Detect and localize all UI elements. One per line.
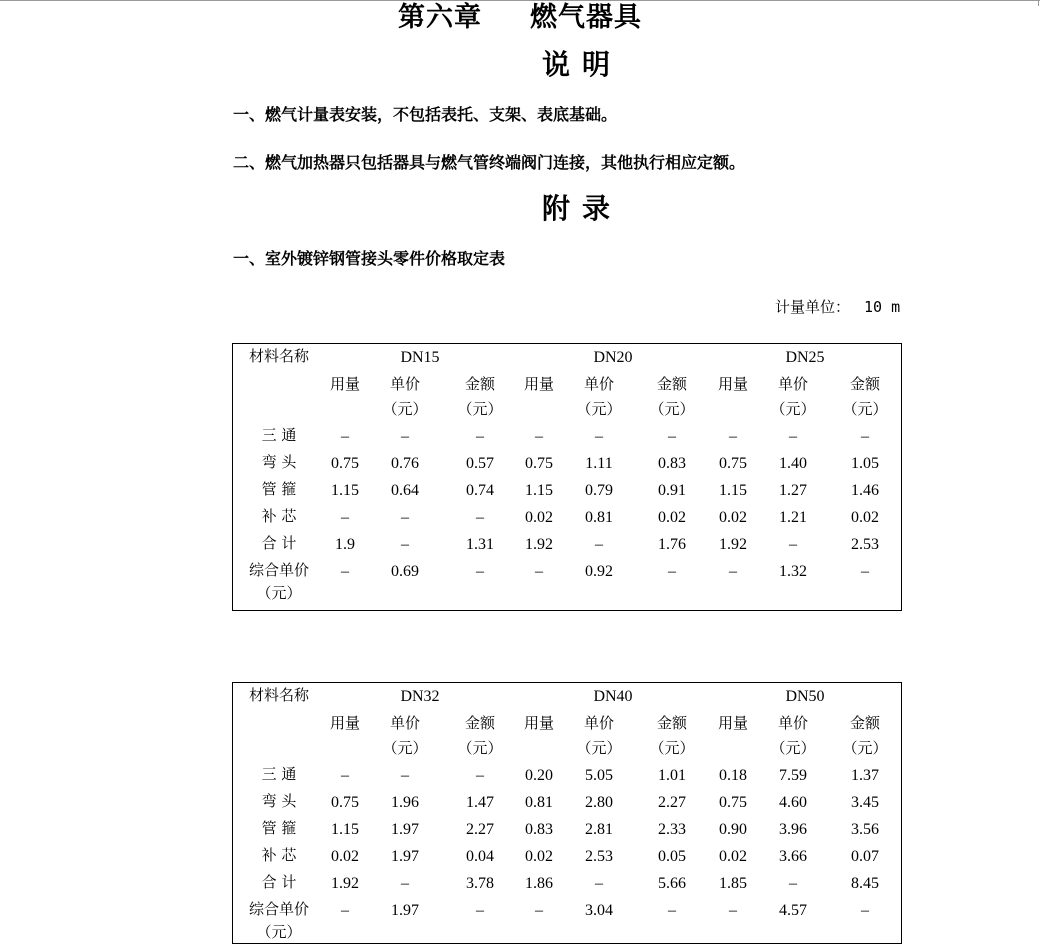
group-header: DN50 xyxy=(785,688,825,705)
table-cell: 0.02 xyxy=(658,509,686,526)
table-cell: – xyxy=(789,536,797,553)
table-cell: 0.81 xyxy=(525,794,553,811)
column-header: 金额 xyxy=(464,375,495,393)
explanation-heading: 说明 xyxy=(541,48,622,81)
table-cell: 1.15 xyxy=(331,821,359,838)
unit-value: 10 m xyxy=(864,298,901,316)
explanation-item-2: 二、燃气加热器只包括器具与燃气管终端阀门连接，其他执行相应定额。 xyxy=(233,153,746,172)
row-label: 管 箍 xyxy=(261,480,297,498)
measurement-unit xyxy=(775,296,900,318)
table-cell: 1.86 xyxy=(525,875,553,892)
row-label: 补 芯 xyxy=(261,507,297,525)
group-header: DN40 xyxy=(593,688,633,705)
group-header: DN15 xyxy=(400,349,440,366)
table-cell: 0.05 xyxy=(658,848,686,865)
table-cell: – xyxy=(861,902,869,919)
group-header: DN32 xyxy=(400,688,440,705)
table-cell: 0.02 xyxy=(719,509,747,526)
table-cell: – xyxy=(668,902,676,919)
table-cell: 0.75 xyxy=(331,794,359,811)
table-cell: 2.27 xyxy=(466,821,494,838)
row-label-suffix: （元） xyxy=(256,923,302,941)
row-label-suffix: （元） xyxy=(256,584,302,602)
table-cell: 0.02 xyxy=(525,848,553,865)
table-cell: – xyxy=(341,428,349,445)
table-cell: 0.75 xyxy=(719,794,747,811)
table-cell: – xyxy=(595,428,603,445)
table-cell: – xyxy=(668,428,676,445)
table-cell: 1.11 xyxy=(585,455,613,472)
table-cell: 1.40 xyxy=(779,455,807,472)
column-header: 金额 xyxy=(656,375,687,393)
column-unit-note: （元） xyxy=(770,400,816,418)
group-header: DN25 xyxy=(785,349,825,366)
row-label: 合 计 xyxy=(261,534,297,552)
table-cell: 1.92 xyxy=(525,536,553,553)
table-cell: – xyxy=(535,428,543,445)
table-cell: – xyxy=(668,563,676,580)
table-cell: 3.66 xyxy=(779,848,807,865)
material-name-header: 材料名称 xyxy=(248,347,309,365)
table-cell: 1.01 xyxy=(658,767,686,784)
column-header: 单价 xyxy=(389,375,420,393)
column-unit-note: （元） xyxy=(382,400,428,418)
table-cell: – xyxy=(341,767,349,784)
table-cell: 1.92 xyxy=(719,536,747,553)
table-cell: 0.57 xyxy=(466,455,494,472)
table-cell: – xyxy=(535,902,543,919)
table-cell: – xyxy=(401,509,409,526)
table-cell: 1.96 xyxy=(391,794,419,811)
row-label: 补 芯 xyxy=(261,846,297,864)
price-table-2 xyxy=(232,682,902,944)
table-cell: 0.20 xyxy=(525,767,553,784)
table-cell: 0.18 xyxy=(719,767,747,784)
group-header: DN20 xyxy=(593,349,633,366)
table-cell: 1.9 xyxy=(335,536,355,553)
table-cell: 1.27 xyxy=(779,482,807,499)
table-cell: 0.91 xyxy=(658,482,686,499)
table-cell: – xyxy=(476,509,484,526)
column-unit-note: （元） xyxy=(457,739,503,757)
table-cell: 1.05 xyxy=(851,455,879,472)
row-label: 管 箍 xyxy=(261,819,297,837)
column-header: 金额 xyxy=(656,714,687,732)
table-cell: – xyxy=(729,563,737,580)
table-cell: 1.46 xyxy=(851,482,879,499)
table-cell: 1.15 xyxy=(719,482,747,499)
unit-label: 计量单位： xyxy=(775,298,851,316)
row-label: 三 通 xyxy=(261,765,297,783)
table-cell: 2.80 xyxy=(585,794,613,811)
price-table-1 xyxy=(232,343,902,611)
row-label: 综合单价 xyxy=(248,561,309,579)
table-cell: 5.66 xyxy=(658,875,686,892)
table-cell: 1.21 xyxy=(779,509,807,526)
table-cell: 1.37 xyxy=(851,767,879,784)
column-header: 单价 xyxy=(777,714,808,732)
table-cell: – xyxy=(476,563,484,580)
table-cell: 2.81 xyxy=(585,821,613,838)
column-header: 用量 xyxy=(717,714,748,732)
column-unit-note: （元） xyxy=(576,739,622,757)
table-cell: 1.97 xyxy=(391,848,419,865)
table-cell: 3.45 xyxy=(851,794,879,811)
table-cell: 1.32 xyxy=(779,563,807,580)
table-cell: 0.02 xyxy=(525,509,553,526)
table-cell: – xyxy=(789,428,797,445)
explanation-item-1: 一、燃气计量表安装，不包括表托、支架、表底基础。 xyxy=(233,105,618,124)
column-unit-note: （元） xyxy=(649,400,695,418)
table-cell: 4.60 xyxy=(779,794,807,811)
table-cell: 2.53 xyxy=(585,848,613,865)
table-cell: 4.57 xyxy=(779,902,807,919)
table-cell: 0.76 xyxy=(391,455,419,472)
row-label: 综合单价 xyxy=(248,900,309,918)
table-cell: 0.02 xyxy=(851,509,879,526)
table-cell: 1.97 xyxy=(391,821,419,838)
table-cell: 0.75 xyxy=(719,455,747,472)
table-cell: 0.75 xyxy=(331,455,359,472)
column-header: 用量 xyxy=(717,375,748,393)
appendix-heading: 附录 xyxy=(541,192,622,225)
table-cell: 2.33 xyxy=(658,821,686,838)
chapter-name: 燃气器具 xyxy=(530,2,642,33)
row-label: 弯 头 xyxy=(261,453,297,471)
table-cell: – xyxy=(789,875,797,892)
column-unit-note: （元） xyxy=(382,739,428,757)
column-header: 单价 xyxy=(583,375,614,393)
column-header: 用量 xyxy=(329,375,360,393)
table-cell: – xyxy=(861,428,869,445)
table-cell: – xyxy=(476,428,484,445)
appendix-table-title: 一、室外镀锌钢管接头零件价格取定表 xyxy=(233,249,506,268)
table-cell: – xyxy=(476,767,484,784)
table-cell: – xyxy=(401,875,409,892)
table-cell: 0.75 xyxy=(525,455,553,472)
table-cell: – xyxy=(341,509,349,526)
table-cell: 3.56 xyxy=(851,821,879,838)
table-cell: 1.47 xyxy=(466,794,494,811)
table-cell: – xyxy=(861,563,869,580)
material-name-header: 材料名称 xyxy=(248,686,309,704)
table-cell: 3.04 xyxy=(585,902,613,919)
column-header: 用量 xyxy=(329,714,360,732)
chapter-number: 第六章 xyxy=(398,2,482,33)
table-cell: 3.96 xyxy=(779,821,807,838)
table-cell: – xyxy=(341,563,349,580)
table-cell: – xyxy=(401,428,409,445)
table-cell: – xyxy=(401,536,409,553)
table-cell: – xyxy=(729,428,737,445)
table-cell: – xyxy=(341,902,349,919)
table-cell: 1.15 xyxy=(331,482,359,499)
table-cell: 0.79 xyxy=(585,482,613,499)
column-header: 单价 xyxy=(777,375,808,393)
column-unit-note: （元） xyxy=(457,400,503,418)
column-unit-note: （元） xyxy=(649,739,695,757)
table-cell: 0.02 xyxy=(719,848,747,865)
table-cell: 2.53 xyxy=(851,536,879,553)
table-cell: 0.02 xyxy=(331,848,359,865)
column-header: 用量 xyxy=(523,714,554,732)
column-header: 金额 xyxy=(849,375,880,393)
row-label: 三 通 xyxy=(261,426,297,444)
table-cell: 5.05 xyxy=(585,767,613,784)
table-cell: 1.76 xyxy=(658,536,686,553)
table-cell: – xyxy=(535,563,543,580)
table-cell: 0.04 xyxy=(466,848,494,865)
table-cell: 0.90 xyxy=(719,821,747,838)
table-cell: 0.83 xyxy=(658,455,686,472)
table-cell: 1.85 xyxy=(719,875,747,892)
chapter-title xyxy=(0,0,1040,36)
table-cell: 1.15 xyxy=(525,482,553,499)
table-cell: 0.07 xyxy=(851,848,879,865)
column-header: 单价 xyxy=(583,714,614,732)
table-cell: 0.69 xyxy=(391,563,419,580)
table-cell: 0.83 xyxy=(525,821,553,838)
column-unit-note: （元） xyxy=(770,739,816,757)
table-cell: 0.74 xyxy=(466,482,494,499)
table-cell: – xyxy=(401,767,409,784)
table-cell: 1.92 xyxy=(331,875,359,892)
table-cell: 0.81 xyxy=(585,509,613,526)
table-cell: 0.92 xyxy=(585,563,613,580)
table-cell: – xyxy=(729,902,737,919)
row-label: 合 计 xyxy=(261,873,297,891)
column-unit-note: （元） xyxy=(842,739,888,757)
column-unit-note: （元） xyxy=(842,400,888,418)
column-unit-note: （元） xyxy=(576,400,622,418)
column-header: 单价 xyxy=(389,714,420,732)
table-cell: 0.64 xyxy=(391,482,419,499)
table-cell: – xyxy=(595,536,603,553)
column-header: 用量 xyxy=(523,375,554,393)
table-cell: 2.27 xyxy=(658,794,686,811)
table-cell: – xyxy=(595,875,603,892)
table-cell: 7.59 xyxy=(779,767,807,784)
table-cell: 1.31 xyxy=(466,536,494,553)
table-cell: – xyxy=(476,902,484,919)
column-header: 金额 xyxy=(849,714,880,732)
table-cell: 8.45 xyxy=(851,875,879,892)
column-header: 金额 xyxy=(464,714,495,732)
row-label: 弯 头 xyxy=(261,792,297,810)
table-cell: 1.97 xyxy=(391,902,419,919)
table-cell: 3.78 xyxy=(466,875,494,892)
